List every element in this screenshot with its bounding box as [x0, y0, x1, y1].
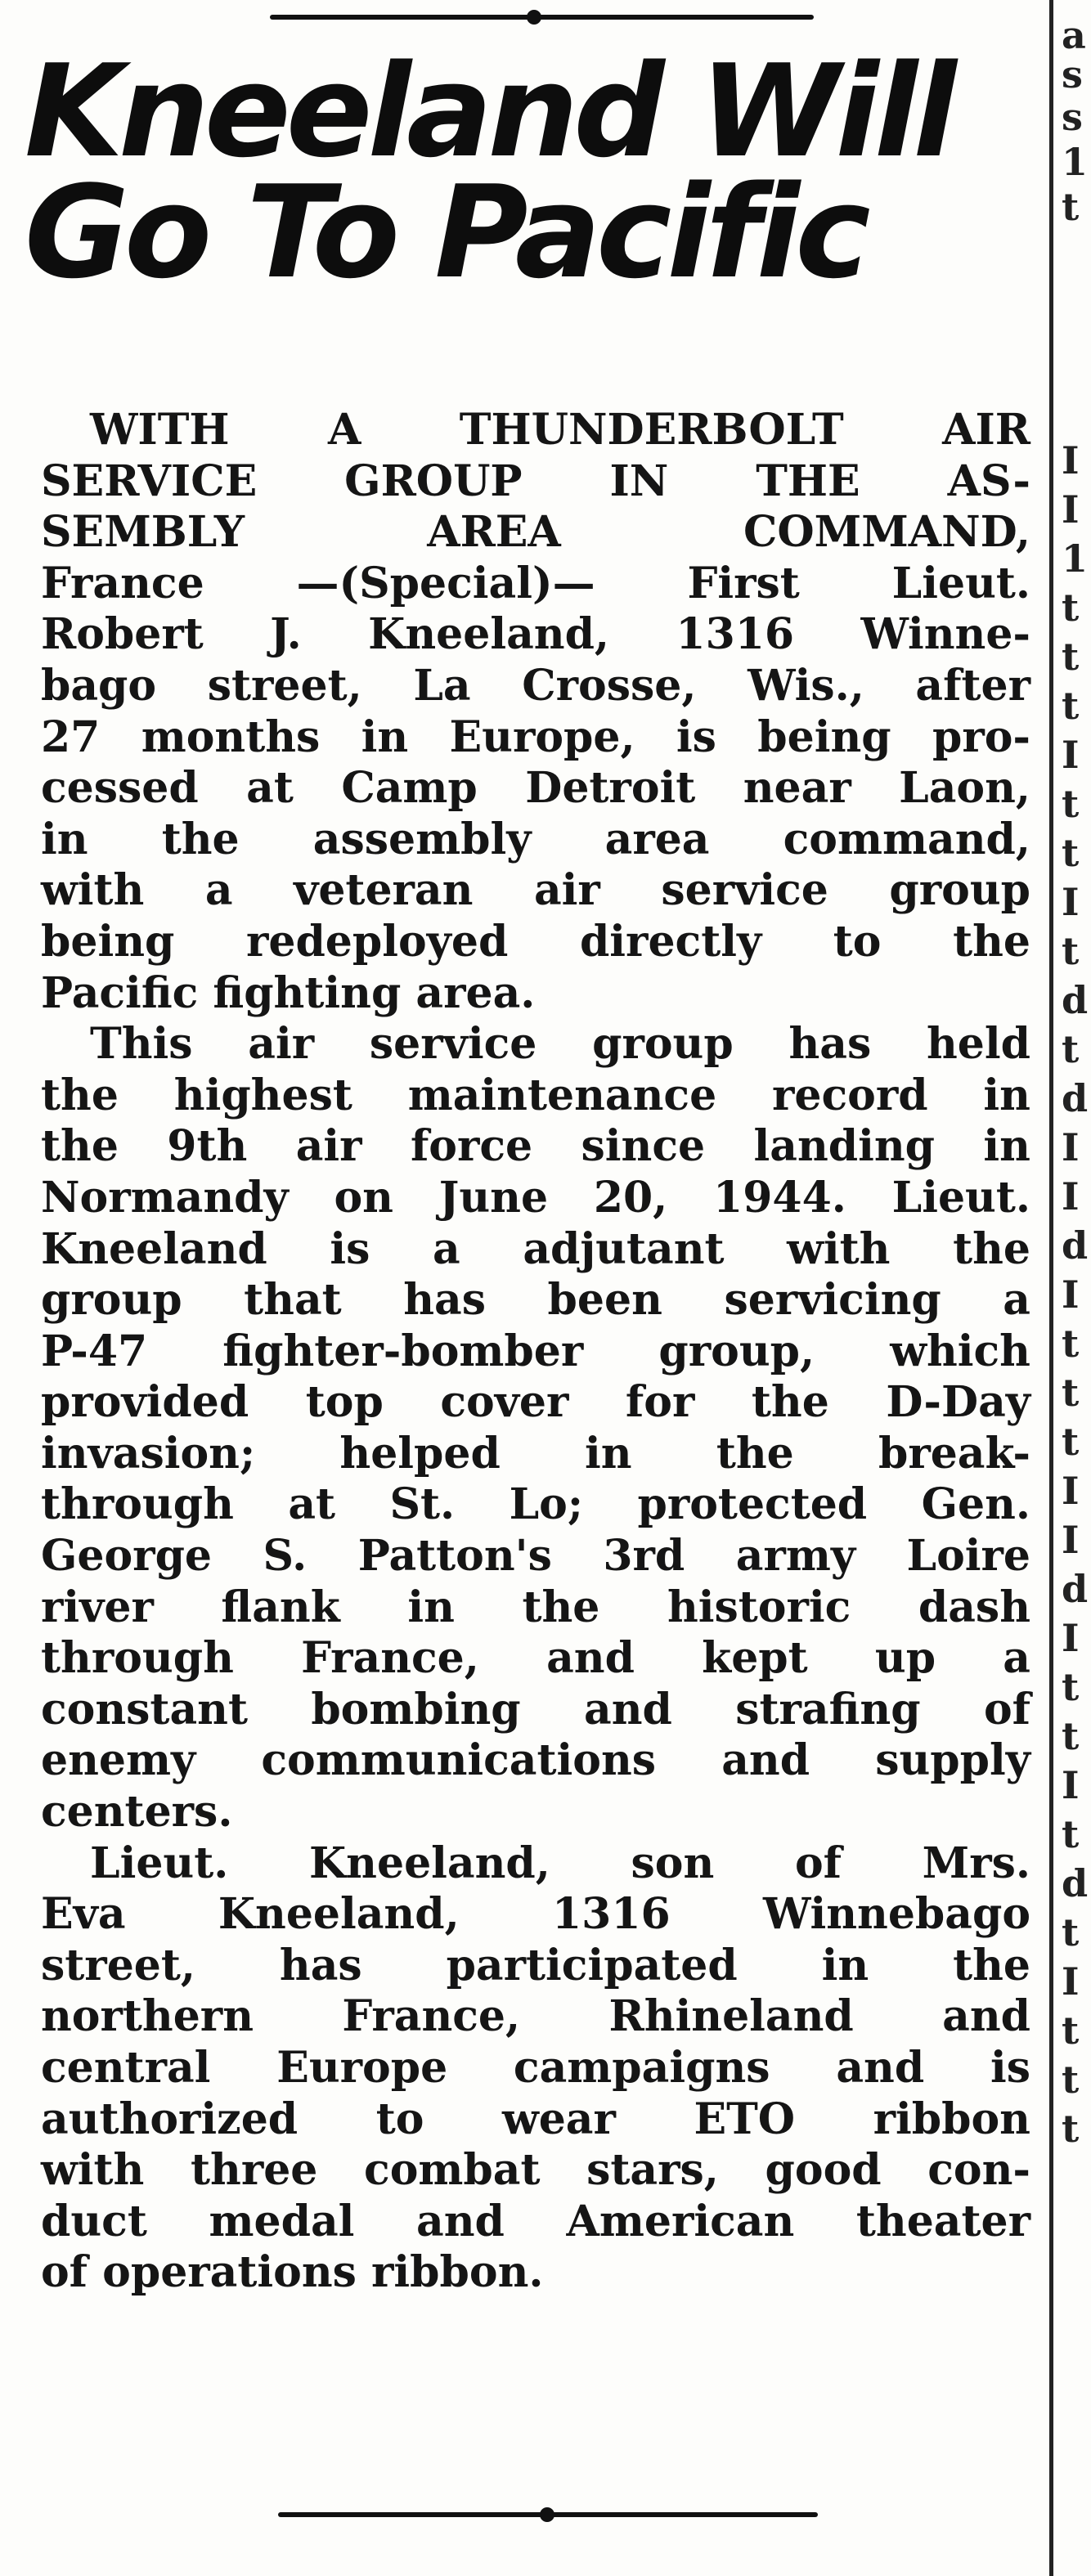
adjacent-column-fragment: I	[1062, 1616, 1080, 1660]
adjacent-column-fragment: t	[1062, 1027, 1080, 1071]
adjacent-column-fragment: I	[1062, 1174, 1080, 1218]
top-rule-ornament	[527, 10, 541, 25]
top-rule	[270, 15, 814, 20]
body-line: constant bombing and strafing of	[41, 1684, 1030, 1735]
adjacent-column-fragment: s	[1062, 95, 1083, 139]
adjacent-column-fragment: t	[1062, 831, 1080, 875]
adjacent-column-fragment: I	[1062, 1763, 1080, 1807]
adjacent-column-fragment: d	[1062, 978, 1089, 1022]
paragraph-3	[41, 1838, 1030, 2299]
body-line: Kneeland is a adjutant with the	[41, 1223, 1030, 1274]
adjacent-column-fragment: t	[1062, 2058, 1080, 2102]
adjacent-column-fragment: I	[1062, 1125, 1080, 1169]
adjacent-column-fragment: t	[1062, 1420, 1080, 1464]
body-line: centers.	[41, 1787, 233, 1838]
adjacent-column-fragment: d	[1062, 1861, 1089, 1905]
adjacent-column-fragment: s	[1062, 52, 1083, 96]
adjacent-column-fragment: t	[1062, 586, 1080, 630]
adjacent-column-fragment: t	[1062, 185, 1080, 229]
body-line: the 9th air force since landing in	[41, 1121, 1030, 1172]
paragraph-2	[41, 1019, 1030, 1838]
body-line: Robert J. Kneeland, 1316 Winne-	[41, 609, 1030, 660]
body-line: group that has been servicing a	[41, 1275, 1030, 1326]
body-line: Pacific fighting area.	[41, 967, 536, 1018]
adjacent-column-fragment: t	[1062, 1714, 1080, 1758]
body-line: invasion; helped in the break-	[41, 1428, 1030, 1479]
body-line: through France, and kept up a	[41, 1633, 1030, 1684]
adjacent-column-fragment: d	[1062, 1076, 1089, 1120]
adjacent-column-fragment: d	[1062, 1223, 1089, 1268]
headline-line-1: Kneeland Will	[25, 37, 952, 186]
adjacent-column-fragment: t	[1062, 635, 1080, 679]
adjacent-column-fragment: t	[1062, 929, 1080, 973]
paragraph-1	[41, 405, 1030, 1019]
adjacent-column-fragment: t	[1062, 782, 1080, 826]
adjacent-column-fragment: I	[1062, 880, 1080, 924]
body-line: George S. Patton's 3rd army Loire	[41, 1531, 1030, 1582]
adjacent-column-fragment: a	[1062, 13, 1086, 57]
bottom-rule-ornament	[540, 2507, 554, 2522]
body-line: provided top cover for the D-Day	[41, 1377, 1030, 1428]
adjacent-column-fragment: I	[1062, 487, 1080, 532]
body-line: duct medal and American theater	[41, 2196, 1030, 2246]
adjacent-column-fragment: I	[1062, 1469, 1080, 1513]
body-line: authorized to wear ETO ribbon	[41, 2094, 1030, 2144]
adjacent-column-fragment: 1	[1062, 140, 1089, 184]
adjacent-column-fragment: t	[1062, 2008, 1080, 2053]
body-line: WITH A THUNDERBOLT AIR	[90, 405, 1030, 455]
body-line: France —(Special)— First Lieut.	[41, 558, 1030, 608]
adjacent-column-fragment: I	[1062, 1518, 1080, 1562]
headline	[25, 37, 1039, 307]
body-line: northern France, Rhineland and	[41, 1991, 1030, 2042]
body-line: This air service group has held	[90, 1019, 1030, 1070]
body-line: with a veteran air service group	[41, 865, 1030, 916]
adjacent-column-fragment: t	[1062, 1371, 1080, 1415]
headline-line-2: Go To Pacific	[25, 158, 866, 307]
adjacent-column-fragment: I	[1062, 438, 1080, 482]
body-line: of operations ribbon.	[41, 2247, 544, 2298]
adjacent-column-fragment: t	[1062, 1812, 1080, 1856]
body-line: being redeployed directly to the	[41, 916, 1030, 967]
adjacent-column-fragment: d	[1062, 1567, 1089, 1611]
body-line: cessed at Camp Detroit near Laon,	[41, 763, 1030, 814]
body-line: central Europe campaigns and is	[41, 2043, 1030, 2093]
body-line: street, has participated in the	[41, 1940, 1030, 1990]
body-line: river flank in the historic dash	[41, 1582, 1030, 1632]
adjacent-column-fragment: t	[1062, 1322, 1080, 1366]
adjacent-column-fragment: I	[1062, 1272, 1080, 1317]
adjacent-column-fragment: I	[1062, 733, 1080, 777]
body-line: P-47 fighter-bomber group, which	[41, 1326, 1030, 1376]
body-line: Eva Kneeland, 1316 Winnebago	[41, 1889, 1030, 1940]
body-line: in the assembly area command,	[41, 814, 1030, 864]
body-line: the highest maintenance record in	[41, 1070, 1030, 1120]
adjacent-column-fragment: t	[1062, 2107, 1080, 2151]
body-line: through at St. Lo; protected Gen.	[41, 1479, 1030, 1530]
body-line: 27 months in Europe, is being pro-	[41, 711, 1030, 762]
body-line: SERVICE GROUP IN THE AS-	[41, 456, 1030, 506]
body-line: Normandy on June 20, 1944. Lieut.	[41, 1172, 1030, 1223]
body-line: SEMBLY AREA COMMAND,	[41, 507, 1030, 558]
column-divider	[1049, 0, 1053, 2576]
adjacent-column-fragment: I	[1062, 1959, 1080, 2004]
adjacent-column-fragment: t	[1062, 1665, 1080, 1709]
adjacent-column-fragment: t	[1062, 684, 1080, 728]
adjacent-column-edge	[1062, 0, 1091, 2576]
body-line: with three combat stars, good con-	[41, 2145, 1030, 2196]
adjacent-column-fragment: t	[1062, 1910, 1080, 1954]
body-line: Lieut. Kneeland, son of Mrs.	[90, 1838, 1030, 1888]
adjacent-column-fragment: 1	[1062, 536, 1089, 581]
body-line: bago street, La Crosse, Wis., after	[41, 660, 1030, 711]
article-body	[41, 405, 1030, 2299]
body-line: enemy communications and supply	[41, 1735, 1030, 1786]
